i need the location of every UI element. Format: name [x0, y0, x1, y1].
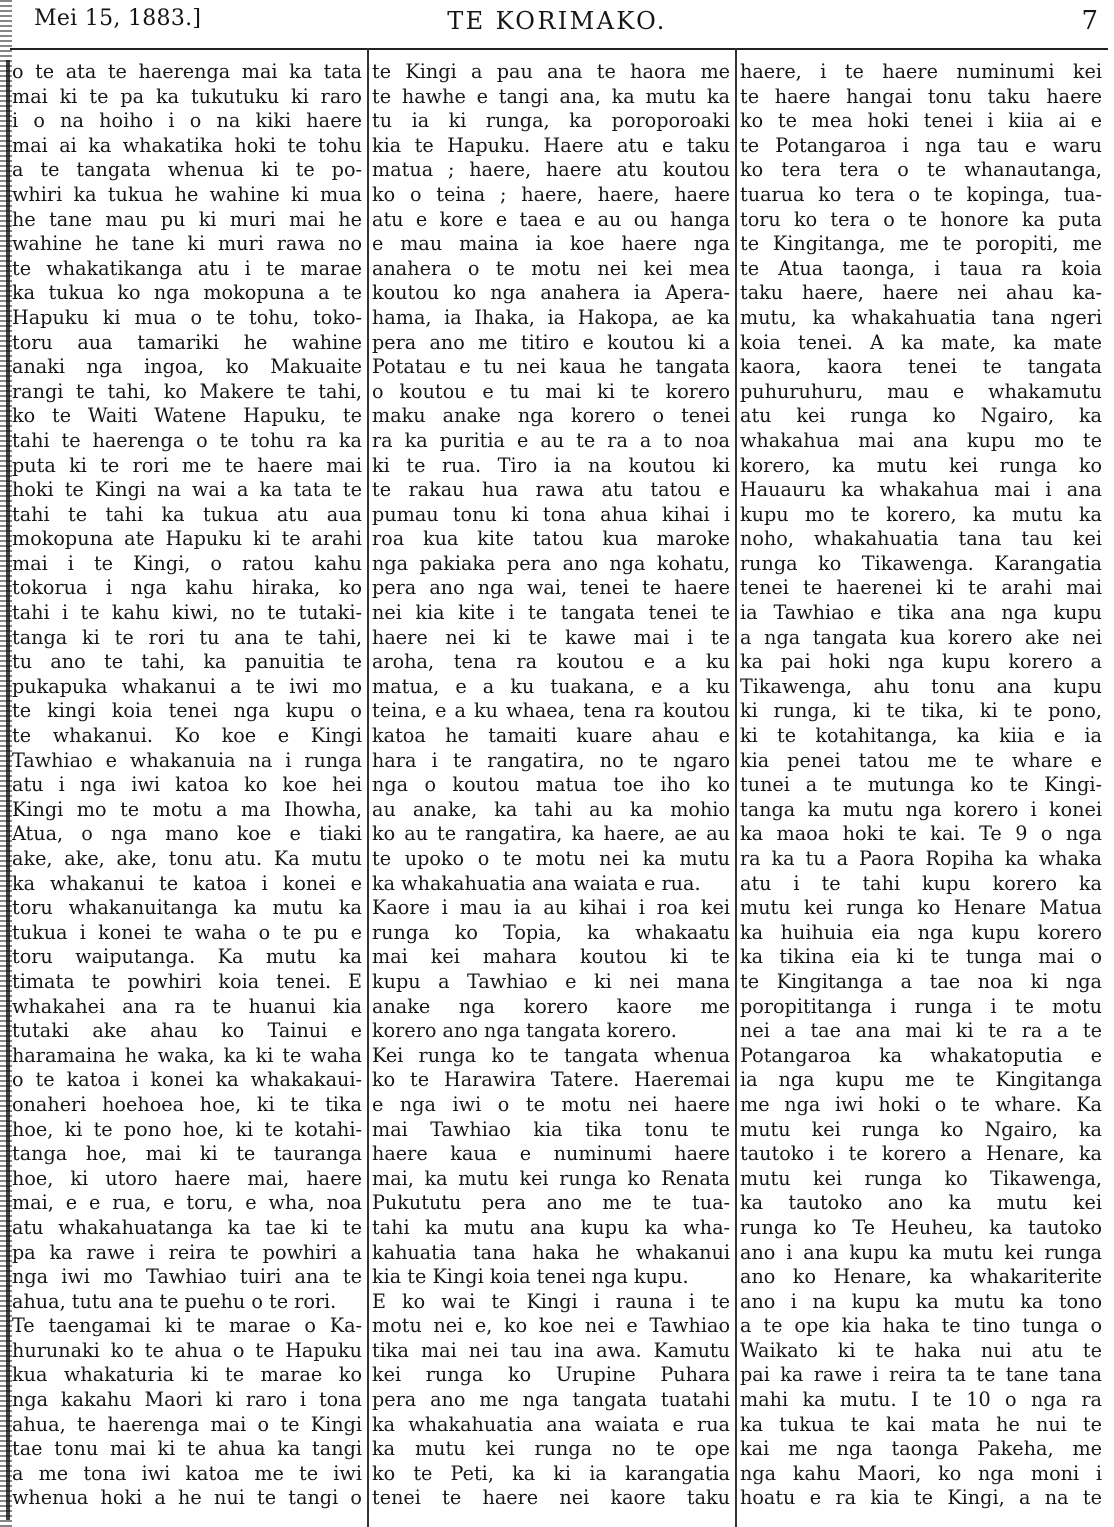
text-line: tutaki ake ahau ko Tainui e [12, 1019, 362, 1043]
text-line: anake nga korero kaore me [372, 994, 730, 1018]
text-line: tahi te tahi ka tukua atu aua [12, 502, 362, 526]
text-line: matua ; haere, haere atu koutou [372, 158, 730, 182]
text-line: Hapuku ki mua o te tohu, toko- [12, 305, 362, 329]
text-line: au anake, ka tahi au ka mohio [372, 797, 730, 821]
text-line: kupu a Tawhiao e ki nei mana [372, 969, 730, 993]
text-column-3 [740, 60, 1102, 1511]
text-line: taku haere, haere nei ahau ka- [740, 281, 1102, 305]
text-line: tahi te haerenga o te tohu ra ka [12, 428, 362, 452]
text-line: atu e kore e taea e au ou hanga [372, 207, 730, 231]
text-line: maku anake nga korero o tenei [372, 404, 730, 428]
text-line: ka whakahuatia ana waiata e rua. [372, 871, 701, 895]
text-line: ra ka puritia e au te ra a to noa [372, 428, 730, 452]
text-line: o te katoa i konei ka whakakaui- [12, 1068, 362, 1092]
text-line: nga kahu Maori, ko nga moni i [740, 1461, 1102, 1485]
text-line: matua, e a ku tuakana, e a ku [372, 674, 730, 698]
text-line: ka tikina eia ki te tunga mai o [740, 945, 1102, 969]
text-line: teina, e a ku whaea, tena ra koutou [372, 699, 730, 723]
text-line: ia nga kupu me te Kingitanga [740, 1068, 1102, 1092]
text-line: pera ano nga wai, tenei te haere [372, 576, 730, 600]
text-line: kua whakaturia ki te marae ko [12, 1363, 362, 1387]
text-column-2 [372, 60, 730, 1511]
text-line: ko te Waiti Watene Hapuku, te [12, 404, 362, 428]
text-line: a te tangata whenua ki te po- [12, 158, 362, 182]
text-line: atu i te tahi kupu korero ka [740, 871, 1102, 895]
text-line: e nga iwi o te motu nei haere [372, 1092, 730, 1116]
text-line: ahua, te haerenga mai o te Kingi [12, 1412, 362, 1436]
text-line: hoe, ki te pono hoe, ki te kotahi- [12, 1117, 362, 1141]
text-line: atu kei runga ko Ngairo, ka [740, 404, 1102, 428]
text-line: te Kingitanga, me te poropiti, me [740, 232, 1102, 256]
text-line: hoki te Kingi na wai a ka tata te [12, 478, 362, 502]
page-number: 7 [1081, 6, 1098, 36]
text-line: mutu kei runga ko Ngairo, ka [740, 1117, 1102, 1141]
text-line: poropititanga i runga i te motu [740, 994, 1102, 1018]
text-line: ano i na kupu ka mutu ka tono [740, 1289, 1102, 1313]
text-line: hama, ia Ihaka, ia Hakopa, ae ka [372, 305, 730, 329]
text-line: te whakanui. Ko koe e Kingi [12, 724, 362, 748]
text-line: tuarua ko tera o te kopinga, tua- [740, 182, 1102, 206]
text-line: Kaore i mau ia au kihai i roa kei [372, 896, 730, 920]
text-line: he tane mau pu ki muri mai he [12, 207, 362, 231]
text-line: ko au te rangatira, ka haere, ae au [372, 822, 730, 846]
text-line: nga o koutou matua toe iho ko [372, 773, 730, 797]
text-line: ra ka tu a Paora Ropiha ka whaka [740, 847, 1102, 870]
text-line: korero, ka mutu kei runga ko [740, 453, 1102, 477]
text-line: anaki nga ingoa, ko Makuaite [12, 355, 362, 379]
text-line: kia penei tatou me te whare e [740, 748, 1102, 772]
text-line: a te ope kia haka te tino tunga o [740, 1314, 1102, 1338]
text-line: ki te kotahitanga, ka kiia e ia [740, 724, 1102, 748]
text-line: nga iwi mo Tawhiao tuiri ana te [12, 1265, 362, 1289]
text-line: Tawhiao e whakanuia na i runga [12, 748, 362, 772]
text-line: nga pakiaka pera ano nga kohatu, [372, 551, 730, 575]
text-line: mai kei mahara koutou ki te [372, 945, 730, 969]
text-line: Pukututu pera ano me te tua- [372, 1191, 730, 1215]
issue-date: Mei 15, 1883.] [34, 6, 202, 31]
text-line: te rakau hua rawa atu tatou e [372, 478, 730, 502]
text-line: ano ko Henare, ka whakariterite [740, 1265, 1102, 1289]
text-line: toru ko tera o te honore ka puta [740, 207, 1102, 231]
text-line: o koutou e tu mai ki te korero [372, 379, 730, 403]
text-line: mai i te Kingi, o ratou kahu [12, 551, 362, 575]
text-column-1 [12, 60, 362, 1511]
text-line: ka huihuia eia nga kupu korero [740, 920, 1102, 944]
text-line: whiri ka tukua he wahine ki mua [12, 182, 362, 206]
text-line: whakahei ana ra te huanui kia [12, 994, 362, 1018]
text-line: mai Tawhiao kia tika tonu te [372, 1117, 730, 1141]
text-line: whenua hoki a he nui te tangi o [12, 1486, 362, 1510]
text-line: kaora, kaora tenei te tangata [740, 355, 1102, 379]
text-line: a nga tangata kua korero ake nei [740, 625, 1102, 649]
text-line: nga kakahu Maori ki raro i tona [12, 1388, 362, 1412]
text-line: te Atua taonga, i taua ra koia [740, 256, 1102, 280]
text-line: wahine he tane ki muri rawa no [12, 232, 362, 256]
text-line: kahuatia tana haka he whakanui [372, 1240, 730, 1264]
text-line: mai, e e rua, e toru, e wha, noa [12, 1191, 362, 1215]
text-line: runga ko Tikawenga. Karangatia [740, 551, 1102, 575]
text-line: noho, whakahuatia tana tau kei [740, 527, 1102, 551]
text-line: kia te Kingi koia tenei nga kupu. [372, 1265, 689, 1289]
text-line: mokopuna ate Hapuku ki te arahi [12, 527, 362, 551]
text-line: ka tukua te kai mata he nui te [740, 1412, 1102, 1436]
text-line: rangi te tahi, ko Makere te tahi, [12, 379, 362, 403]
text-line: i o na hoiho i o na kiki haere [12, 109, 362, 133]
text-line: nei a tae ana mai ki te ra a te [740, 1019, 1102, 1043]
text-line: atu i nga iwi katoa ko koe hei [12, 773, 362, 797]
text-line: tanga hoe, mai ki te tauranga [12, 1142, 362, 1166]
text-line: tenei te haere nei kaore taku [372, 1486, 730, 1510]
text-line: ka whakahuatia ana waiata e rua [372, 1412, 730, 1436]
text-line: toru waiputanga. Ka mutu ka [12, 945, 362, 969]
text-line: tautoko i te korero a Henare, ka [740, 1142, 1102, 1166]
text-line: hoe, ki utoro haere mai, haere [12, 1166, 362, 1190]
text-line: ka pai hoki nga kupu korero a [740, 650, 1102, 674]
text-line: mutu kei runga ko Tikawenga, [740, 1166, 1102, 1190]
text-line: hurunaki ko te ahua o te Hapuku [12, 1338, 362, 1362]
text-line: Potatau e tu nei kaua he tangata [372, 355, 730, 379]
text-line: Kei runga ko te tangata whenua [372, 1043, 730, 1067]
text-line: motu nei e, ko koe nei e Tawhiao [372, 1314, 730, 1338]
text-line: kai me nga taonga Pakeha, me [740, 1437, 1102, 1461]
text-line: hara i te rangatira, no te ngaro [372, 748, 730, 772]
text-line: ki runga, ki te tika, ki te pono, [740, 699, 1102, 723]
page-header [0, 0, 1114, 50]
masthead-title: TE KORIMAKO. [447, 7, 667, 35]
text-line: kei runga ko Urupine Puhara [372, 1363, 730, 1387]
text-line: koutou ko nga anahera ia Apera- [372, 281, 730, 305]
text-line: me nga iwi hoki o te whare. Ka [740, 1092, 1102, 1116]
text-line: te whakatikanga atu i te marae [12, 256, 362, 280]
text-line: puta ki te rori me te haere mai [12, 453, 362, 477]
text-line: roa kua kite tatou kua maroke [372, 527, 730, 551]
text-line: mahi ka mutu. I te 10 o nga ra [740, 1388, 1102, 1412]
text-line: ka maoa hoki te kai. Te 9 o nga [740, 822, 1102, 846]
text-line: ko te Peti, ka ki ia karangatia [372, 1461, 730, 1485]
text-line: toru aua tamariki he wahine [12, 330, 362, 354]
text-line: pera ano me nga tangata tuatahi [372, 1388, 730, 1412]
text-line: haere nei ki te kawe mai i te [372, 625, 730, 649]
text-line: Te taengamai ki te marae o Ka- [12, 1314, 362, 1338]
text-line: ko te Harawira Tatere. Haeremai [372, 1068, 730, 1092]
text-line: pumau tonu ki tona ahua kihai i [372, 502, 730, 526]
text-line: aroha, tena ra koutou e a ku [372, 650, 730, 674]
text-line: ahua, tutu ana te puehu o te rori. [12, 1289, 337, 1313]
binding-shadow [6, 60, 10, 1520]
text-line: tu ia ki runga, ka poroporoaki [372, 109, 730, 133]
text-line: ka whakanui te katoa i konei e [12, 871, 362, 895]
text-line: tukua i konei te waha o te pu e [12, 920, 362, 944]
text-line: ko o teina ; haere, haere, haere [372, 182, 730, 206]
text-line: ia Tawhiao e tika ana nga kupu [740, 601, 1102, 625]
text-line: ano i ana kupu ka mutu kei runga [740, 1240, 1102, 1264]
text-line: Waikato ki te haka nui atu te [740, 1338, 1102, 1362]
text-line: puhuruhuru, mau e whakamutu [740, 379, 1102, 403]
text-line: whakahua mai ana kupu mo te [740, 428, 1102, 452]
text-line: Potangaroa ka whakatoputia e [740, 1043, 1102, 1067]
text-line: Atua, o nga mano koe e tiaki [12, 822, 362, 846]
text-line: ko te mea hoki tenei i kiia ai e [740, 109, 1102, 133]
column-rule [367, 48, 369, 1527]
text-line: ka mutu kei runga no te ope [372, 1437, 730, 1461]
text-line: te haere hangai tonu taku haere [740, 84, 1102, 108]
text-line: mai ai ka whakatika hoki te tohu [12, 133, 362, 157]
text-line: timata te powhiri koia tenei. E [12, 969, 362, 993]
text-line: onaheri hoehoea hoe, ki te tika [12, 1092, 362, 1116]
text-line: tika mai nei tau ina awa. Kamutu [372, 1338, 730, 1362]
text-line: anahera o te motu nei kei mea [372, 256, 730, 280]
text-line: mutu kei runga ko Henare Matua [740, 896, 1102, 920]
text-line: te Potangaroa i nga tau e waru [740, 133, 1102, 157]
text-line: e mau maina ia koe haere nga [372, 232, 730, 256]
text-line: Hauauru ka whakahua mai i ana [740, 478, 1102, 502]
text-line: tae tonu mai ki te ahua ka tangi [12, 1437, 362, 1461]
text-line: a me tona iwi katoa me te iwi [12, 1461, 362, 1485]
text-line: runga ko Topia, ka whakaatu [372, 920, 730, 944]
text-line: tanga ka mutu nga korero i konei [740, 797, 1102, 821]
text-line: pai ka rawe i reira ta te tane tana [740, 1363, 1102, 1387]
text-line: tanga ki te rori tu ana te tahi, [12, 625, 362, 649]
text-line: mai, ka mutu kei runga ko Renata [372, 1166, 730, 1190]
text-line: hoatu e ra kia te Kingi, a na te [740, 1486, 1102, 1510]
text-line: koia tenei. A ka mate, ka mate [740, 330, 1102, 354]
text-line: atu whakahuatanga ka tae ki te [12, 1215, 362, 1239]
text-line: te upoko o te motu nei ka mutu [372, 847, 730, 870]
text-line: mutu, ka whakahuatia tana ngeri [740, 305, 1102, 329]
text-line: tokorua i nga kahu hiraka, ko [12, 576, 362, 600]
text-line: katoa he tamaiti kuare ahau e [372, 724, 730, 748]
text-line: Kingi mo te motu a ma Ihowha, [12, 797, 362, 821]
text-line: haere, i te haere numinumi kei [740, 60, 1102, 83]
text-line: mai ki te pa ka tukutuku ki raro [12, 84, 362, 108]
text-line: nei kia kite i te tangata tenei te [372, 601, 730, 625]
text-line: o te ata te haerenga mai ka tata [12, 60, 362, 83]
text-line: te hawhe e tangi ana, ka mutu ka [372, 84, 730, 108]
text-line: tu ano te tahi, ka panuitia te [12, 650, 362, 674]
text-line: E ko wai te Kingi i rauna i te [372, 1289, 730, 1313]
text-line: haramaina he waka, ka ki te waha [12, 1043, 362, 1067]
text-line: tenei te haerenei ki te arahi mai [740, 576, 1102, 600]
text-line: ko tera tera o te whanautanga, [740, 158, 1102, 182]
text-line: tahi i te kahu kiwi, no te tutaki- [12, 601, 362, 625]
text-line: pera ano me titiro e koutou ki a [372, 330, 730, 354]
text-line: runga ko Te Heuheu, ka tautoko [740, 1215, 1102, 1239]
text-line: korero ano nga tangata korero. [372, 1019, 677, 1043]
column-rule [735, 48, 737, 1527]
text-line: kupu mo te korero, ka mutu ka [740, 502, 1102, 526]
text-line: pa ka rawe i reira te powhiri a [12, 1240, 362, 1264]
text-line: toru whakanuitanga ka mutu ka [12, 896, 362, 920]
text-line: kia te Hapuku. Haere atu e taku [372, 133, 730, 157]
text-line: ki te rua. Tiro ia na koutou ki [372, 453, 730, 477]
text-line: ake, ake, ake, tonu atu. Ka mutu [12, 847, 362, 870]
text-line: te Kingitanga a tae noa ki nga [740, 969, 1102, 993]
text-line: ka tukua ko nga mokopuna a te [12, 281, 362, 305]
header-rule [10, 48, 1108, 50]
text-line: tahi ka mutu ana kupu ka wha- [372, 1215, 730, 1239]
text-line: haere kaua e numinumi haere [372, 1142, 730, 1166]
text-line: pukapuka whakanui a te iwi mo [12, 674, 362, 698]
text-line: tunei a te mutunga ko te Kingi- [740, 773, 1102, 797]
text-line: te kingi koia tenei nga kupu o [12, 699, 362, 723]
text-line: ka tautoko ano ka mutu kei [740, 1191, 1102, 1215]
text-line: te Kingi a pau ana te haora me [372, 60, 730, 83]
text-line: Tikawenga, ahu tonu ana kupu [740, 674, 1102, 698]
